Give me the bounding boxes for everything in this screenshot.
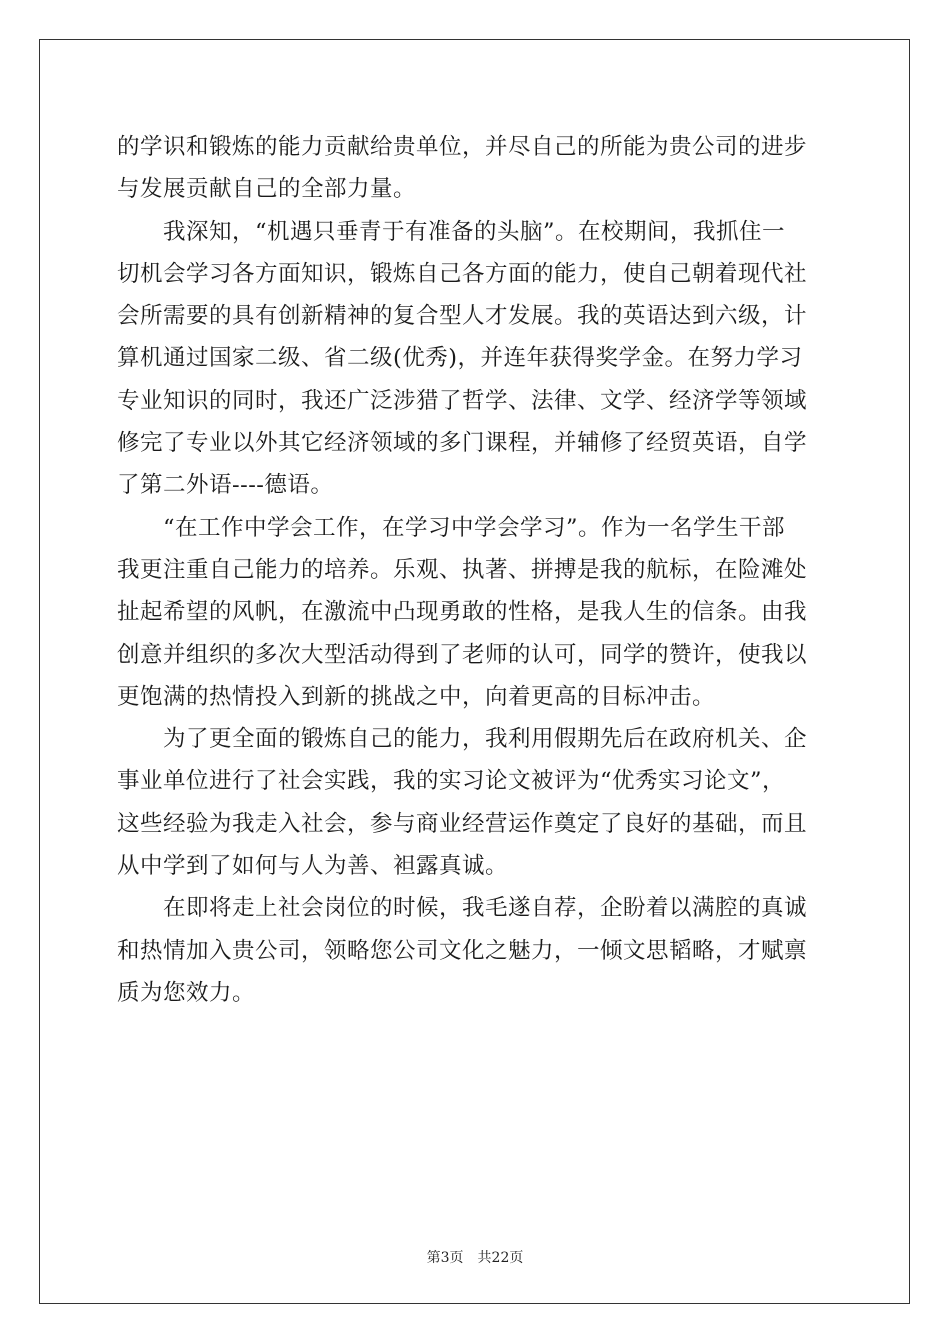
text-line: “在工作中学会工作，在学习中学会学习”。作为一名学生干部 [163, 514, 786, 541]
text-line: 这些经验为我走入社会，参与商业经营运作奠定了良好的基础，而且 [117, 810, 808, 837]
text-line: 专业知识的同时，我还广泛涉猎了哲学、法律、文学、经济学等领域 [117, 387, 808, 414]
text-line: 质为您效力。 [117, 979, 256, 1006]
text-line: 从中学到了如何与人为善、袒露真诚。 [117, 853, 509, 880]
text-line: 的学识和锻炼的能力贡献给贵单位，并尽自己的所能为贵公司的进步 [117, 134, 808, 160]
text-line: 在即将走上社会岗位的时候，我毛遂自荐，企盼着以满腔的真诚 [163, 895, 808, 922]
page-total: 共22页 [477, 1250, 524, 1266]
page-number: 第3页 [426, 1250, 464, 1266]
text-line: 算机通过国家二级、省二级(优秀)，并连年获得奖学金。在努力学习 [117, 345, 803, 372]
text-line: 我更注重自己能力的培养。乐观、执著、拼搏是我的航标，在险滩处 [117, 556, 808, 583]
text-line: 切机会学习各方面知识，锻炼自己各方面的能力，使自己朝着现代社 [117, 260, 808, 287]
text-line: 扯起希望的风帆，在激流中凸现勇敢的性格，是我人生的信条。由我 [117, 599, 808, 626]
page-footer [0, 1248, 950, 1268]
text-line: 更饱满的热情投入到新的挑战之中，向着更高的目标冲击。 [117, 683, 716, 710]
text-line: 我深知，“机遇只垂青于有准备的头脑”。在校期间，我抓住一 [163, 218, 786, 245]
text-line: 了第二外语----德语。 [117, 472, 334, 499]
text-line: 会所需要的具有创新精神的复合型人才发展。我的英语达到六级，计 [117, 303, 808, 330]
text-line: 创意并组织的多次大型活动得到了老师的认可，同学的赞许，使我以 [117, 641, 808, 668]
text-line: 和热情加入贵公司，领略您公司文化之魅力，一倾文思韬略，才赋禀 [117, 937, 808, 964]
text-line: 与发展贡献自己的全部力量。 [117, 176, 417, 203]
text-line: 事业单位进行了社会实践，我的实习论文被评为“优秀实习论文”， [117, 768, 786, 795]
document-body [117, 126, 837, 1014]
text-line: 为了更全面的锻炼自己的能力，我利用假期先后在政府机关、企 [163, 726, 808, 753]
text-line: 修完了专业以外其它经济领域的多门课程，并辅修了经贸英语，自学 [117, 430, 808, 457]
